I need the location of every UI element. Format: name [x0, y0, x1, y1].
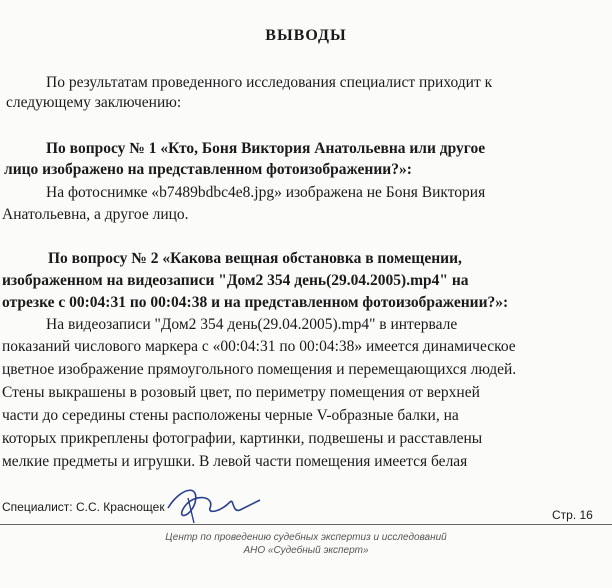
- q2-answer-line-4: Стены выкрашены в розовый цвет, по периметру помещения от верхней: [2, 384, 480, 401]
- document-heading: ВЫВОДЫ: [265, 27, 347, 44]
- intro-line-1: По результатам проведенного исследования специалист приходит к: [46, 74, 493, 91]
- footer-divider: [0, 524, 612, 525]
- q2-title-line-1: По вопросу № 2 «Какова вещная обстановка в помещении,: [48, 250, 462, 267]
- organization-line-1: Центр по проведению судебных экспертиз и исследований: [165, 532, 447, 543]
- q2-answer-line-5: части до середины стены расположены черные V-образные балки, на: [2, 407, 459, 424]
- q2-title-line-3: отрезке с 00:04:31 по 00:04:38 и на представленном фотоизображении?»:: [2, 294, 509, 311]
- q2-title-line-2: изображенном на видеозаписи "Дом2 354 день(29.04.2005).mp4" на: [2, 272, 469, 289]
- q1-answer-line-2: Анатольевна, а другое лицо.: [2, 206, 189, 223]
- specialist-name: Специалист: С.С. Краснощек: [2, 500, 165, 514]
- q2-answer-line-3: цветное изображение прямоугольного помещения и перемещающихся людей.: [2, 361, 517, 378]
- q2-answer-line-7: мелкие предметы и игрушки. В левой части помещения имеется белая: [2, 453, 468, 470]
- q2-answer-line-1: На видеозаписи "Дом2 354 день(29.04.2005).mp4" в интервале: [46, 316, 458, 333]
- q2-answer-line-6: которых прикреплены фотографии, картинки, подвешены и расставлены: [2, 430, 483, 447]
- q2-answer-line-2: показаний числового маркера с «00:04:31 по 00:04:38» имеется динамическое: [2, 338, 516, 355]
- q1-answer-line-1: На фотоснимке «b7489bdbc4e8.jpg» изображена не Боня Виктория: [46, 184, 486, 201]
- organization-line-2: АНО «Судебный эксперт»: [243, 545, 369, 556]
- page-number: Стр. 16: [552, 508, 593, 522]
- q1-title-line-2: лицо изображено на представленном фотоизображении?»:: [4, 161, 412, 178]
- intro-line-2: следующему заключению:: [6, 94, 182, 111]
- signature-image: [160, 478, 270, 528]
- q1-title-line-1: По вопросу № 1 «Кто, Боня Виктория Анатольевна или другое: [46, 140, 486, 157]
